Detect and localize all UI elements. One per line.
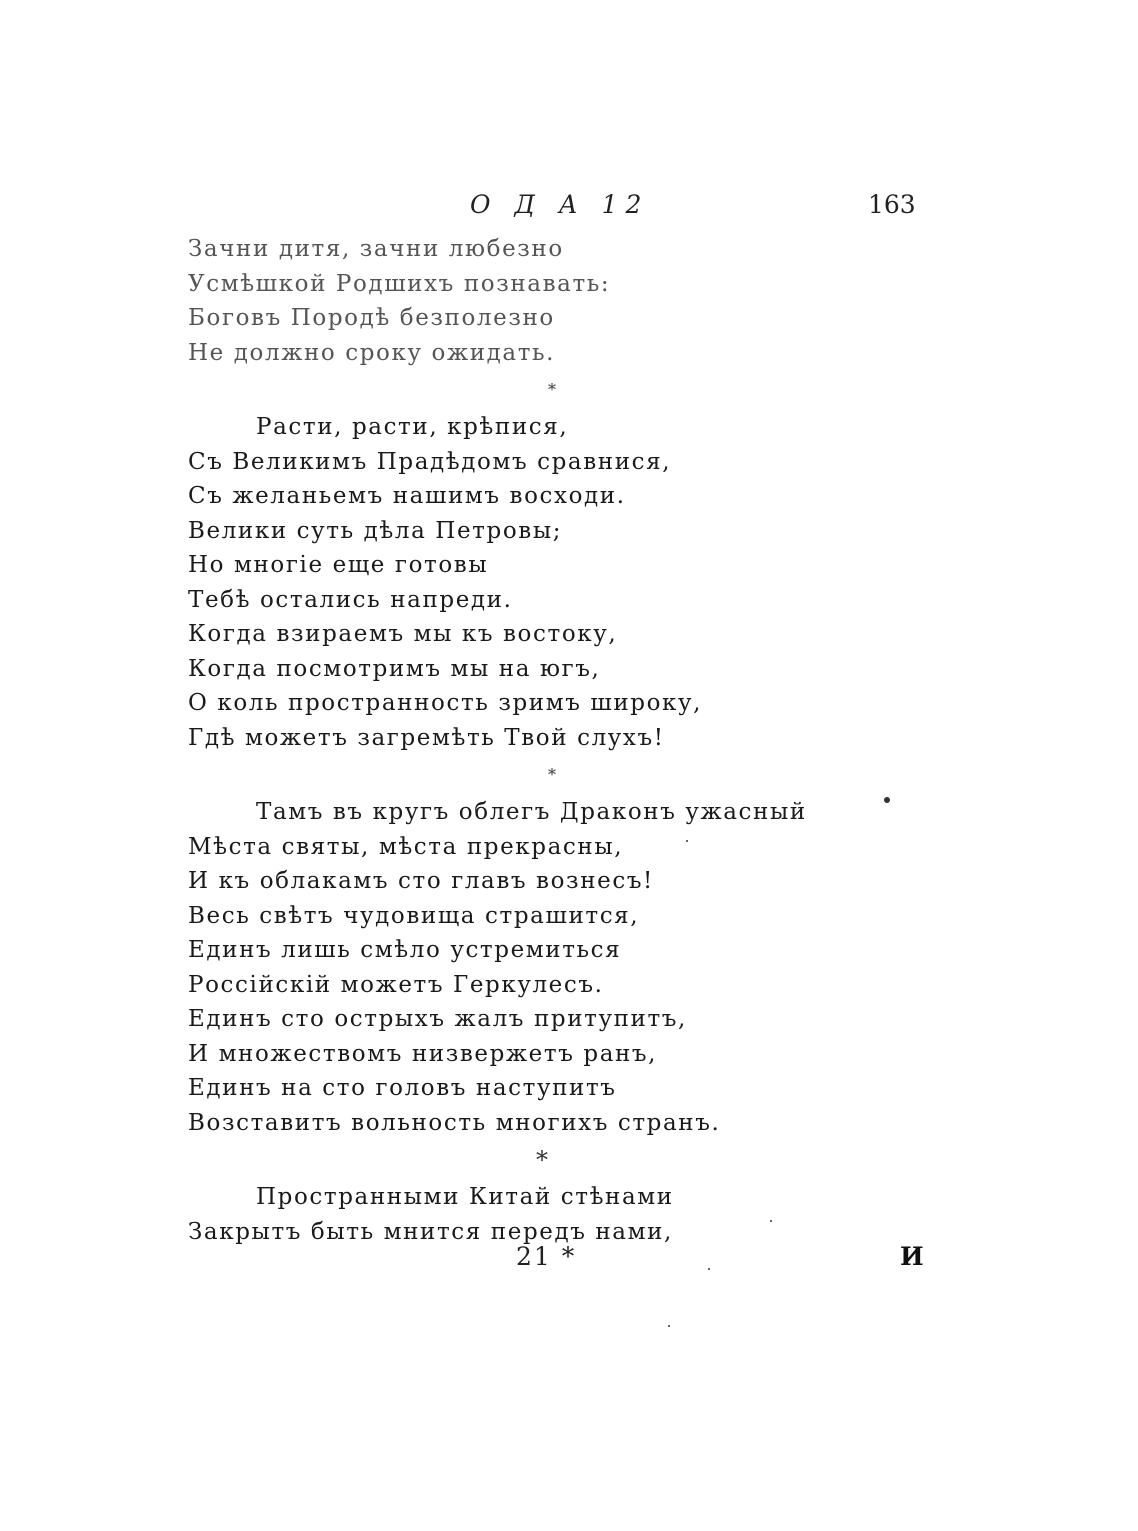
verse-line: Тебѣ остались напреди.: [188, 586, 513, 613]
stanza-divider: *: [536, 1146, 548, 1174]
running-title: О Д А 12: [470, 190, 650, 219]
stanza-2: [188, 410, 828, 755]
verse-line: Тамъ въ кругъ облегъ Драконъ ужасный: [256, 799, 807, 825]
verse-line: Когда взираемъ мы къ востоку,: [188, 621, 618, 647]
stanza-4: [188, 1180, 828, 1249]
ink-speck: [668, 1325, 670, 1327]
stanza-divider: *: [548, 380, 556, 399]
verse-line: И множествомъ низвержетъ ранъ,: [188, 1040, 658, 1067]
stanza-divider: *: [548, 765, 556, 784]
verse-line: Мѣста святы, мѣста прекрасны,: [188, 833, 624, 860]
catchword: И: [900, 1242, 924, 1271]
signature-mark: 21 *: [516, 1242, 577, 1271]
stanza-1: [188, 232, 828, 370]
ink-speck: [686, 840, 688, 842]
verse-line: Съ желаньемъ нашимъ восходи.: [188, 483, 626, 509]
page-number: 163: [868, 190, 916, 219]
stanza-3: [188, 795, 828, 1140]
verse-line: Пространными Китай стѣнами: [256, 1184, 674, 1210]
verse-line: Но многіе еще готовы: [188, 552, 489, 578]
verse-line: Единъ сто острыхъ жалъ притупитъ,: [188, 1006, 687, 1032]
ink-speck: [770, 1220, 772, 1222]
verse-line: Единъ на сто головъ наступитъ: [188, 1075, 617, 1101]
verse-line: И къ облакамъ сто главъ вознесъ!: [188, 868, 654, 894]
ink-speck: [884, 797, 890, 803]
verse-line: Гдѣ можетъ загремѣть Твой слухъ!: [188, 724, 665, 751]
verse-line: Боговъ Породѣ безполезно: [188, 305, 555, 331]
verse-line: Весь свѣтъ чудовища страшится,: [188, 902, 640, 929]
verse-line: Единъ лишь смѣло устремиться: [188, 937, 622, 963]
poem-text: [188, 232, 828, 1249]
verse-line: Расти, расти, крѣпися,: [256, 414, 569, 440]
verse-line: Россійскій можетъ Геркулесъ.: [188, 971, 604, 998]
verse-line: О коль пространность зримъ широку,: [188, 690, 703, 716]
verse-line: Возставитъ вольность многихъ странъ.: [188, 1109, 721, 1136]
verse-line: Велики суть дѣла Петровы;: [188, 517, 563, 544]
ink-speck: [708, 1268, 710, 1270]
verse-line: Не должно сроку ожидать.: [188, 339, 556, 366]
verse-line: Зачни дитя, зачни любезно: [188, 236, 564, 262]
verse-line: Съ Великимъ Прадѣдомъ сравнися,: [188, 448, 672, 475]
verse-line: Усмѣшкой Родшихъ познавать:: [188, 270, 611, 297]
verse-line: Закрытъ быть мнится передъ нами,: [188, 1218, 673, 1245]
verse-line: Когда посмотримъ мы на югъ,: [188, 655, 601, 682]
